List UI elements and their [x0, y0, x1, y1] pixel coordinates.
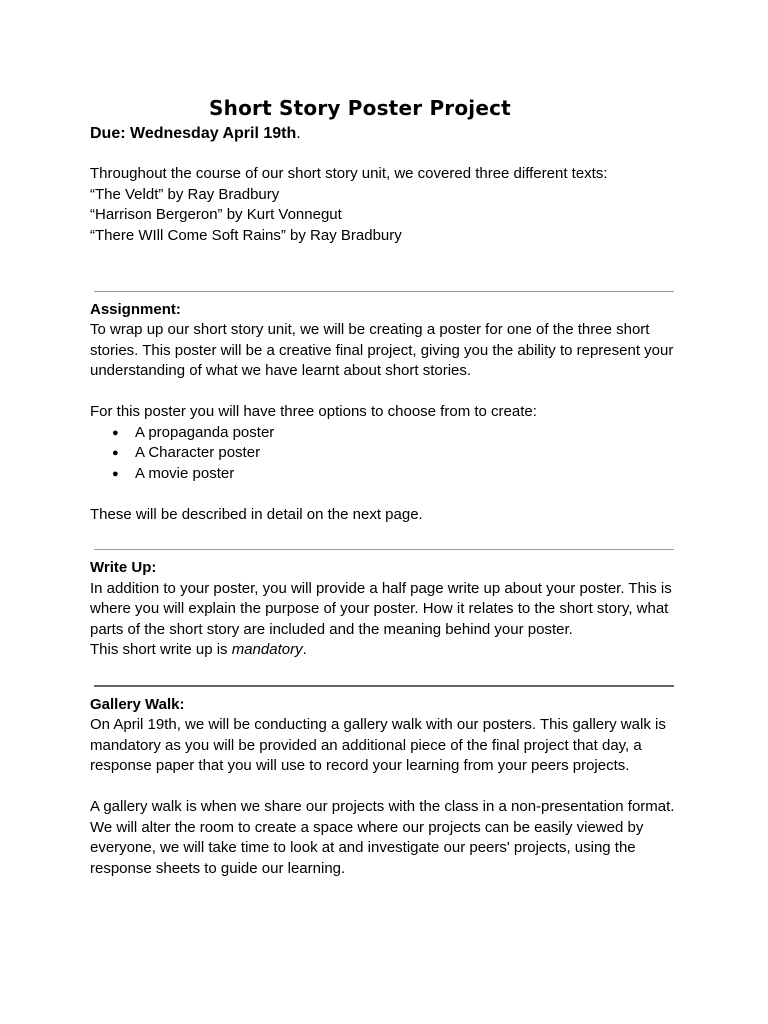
text-item: “Harrison Bergeron” by Kurt Vonnegut: [90, 206, 342, 223]
assignment-note: These will be described in detail on the next page.: [90, 505, 423, 523]
mandatory-word: mandatory: [231, 641, 303, 658]
writeup-body: In addition to your poster, you will provide a half page write up about your poster. This is where you will explain the purpose of your poster. How it relates to the short story, what parts of the short story are included and the meaning behind your poster.: [90, 579, 672, 638]
due-date: [90, 124, 690, 144]
options-intro: For this poster you will have three options to choose from to create:: [90, 403, 537, 420]
gallery-paragraph-1: On April 19th, we will be conducting a gallery walk with our posters. This gallery walk is mandatory as you will be provided an additional piece of the final project that day, a response paper that you will use to record your learning from your peers projects.: [90, 716, 666, 774]
page-title: Short Story Poster Project: [209, 96, 511, 120]
writeup-heading: Write Up:: [90, 559, 157, 576]
writeup-section: [90, 558, 690, 661]
due-label: Due: Wednesday April 19th: [90, 125, 297, 142]
text-item: “There WIll Come Soft Rains” by Ray Bradbury: [90, 226, 402, 244]
mandatory-prefix: This short write up is: [90, 641, 232, 658]
assignment-heading: Assignment:: [90, 300, 181, 318]
gallery-paragraph-2: A gallery walk is when we share our projects with the class in a non-presentation format. We will alter the room to create a space where our projects can be easily viewed by everyone, we will take time to look at and investigate our peers' projects, using the response sheets to guide our learning.: [90, 798, 675, 877]
list-item: ● A propaganda poster: [112, 423, 690, 444]
mandatory-suffix: .: [302, 641, 307, 658]
gallery-section: [90, 695, 690, 880]
due-suffix: .: [296, 125, 301, 142]
assignment-section: [90, 300, 690, 526]
options-list: [90, 423, 690, 485]
text-item: “The Veldt” by Ray Bradbury: [90, 185, 280, 203]
list-item: ● A movie poster: [112, 464, 690, 485]
document-page: [90, 96, 690, 879]
list-item: ● A Character poster: [112, 443, 690, 464]
gallery-heading: Gallery Walk:: [90, 695, 185, 713]
intro-line: Throughout the course of our short story unit, we covered three different texts:: [90, 165, 608, 182]
assignment-body: To wrap up our short story unit, we will be creating a poster for one of the three short stories. This poster will be a creative final project, giving you the ability to represent your understanding of what we have learnt about short stories.: [90, 321, 674, 379]
writeup-mandatory: [90, 640, 690, 661]
intro-section: [90, 164, 690, 246]
